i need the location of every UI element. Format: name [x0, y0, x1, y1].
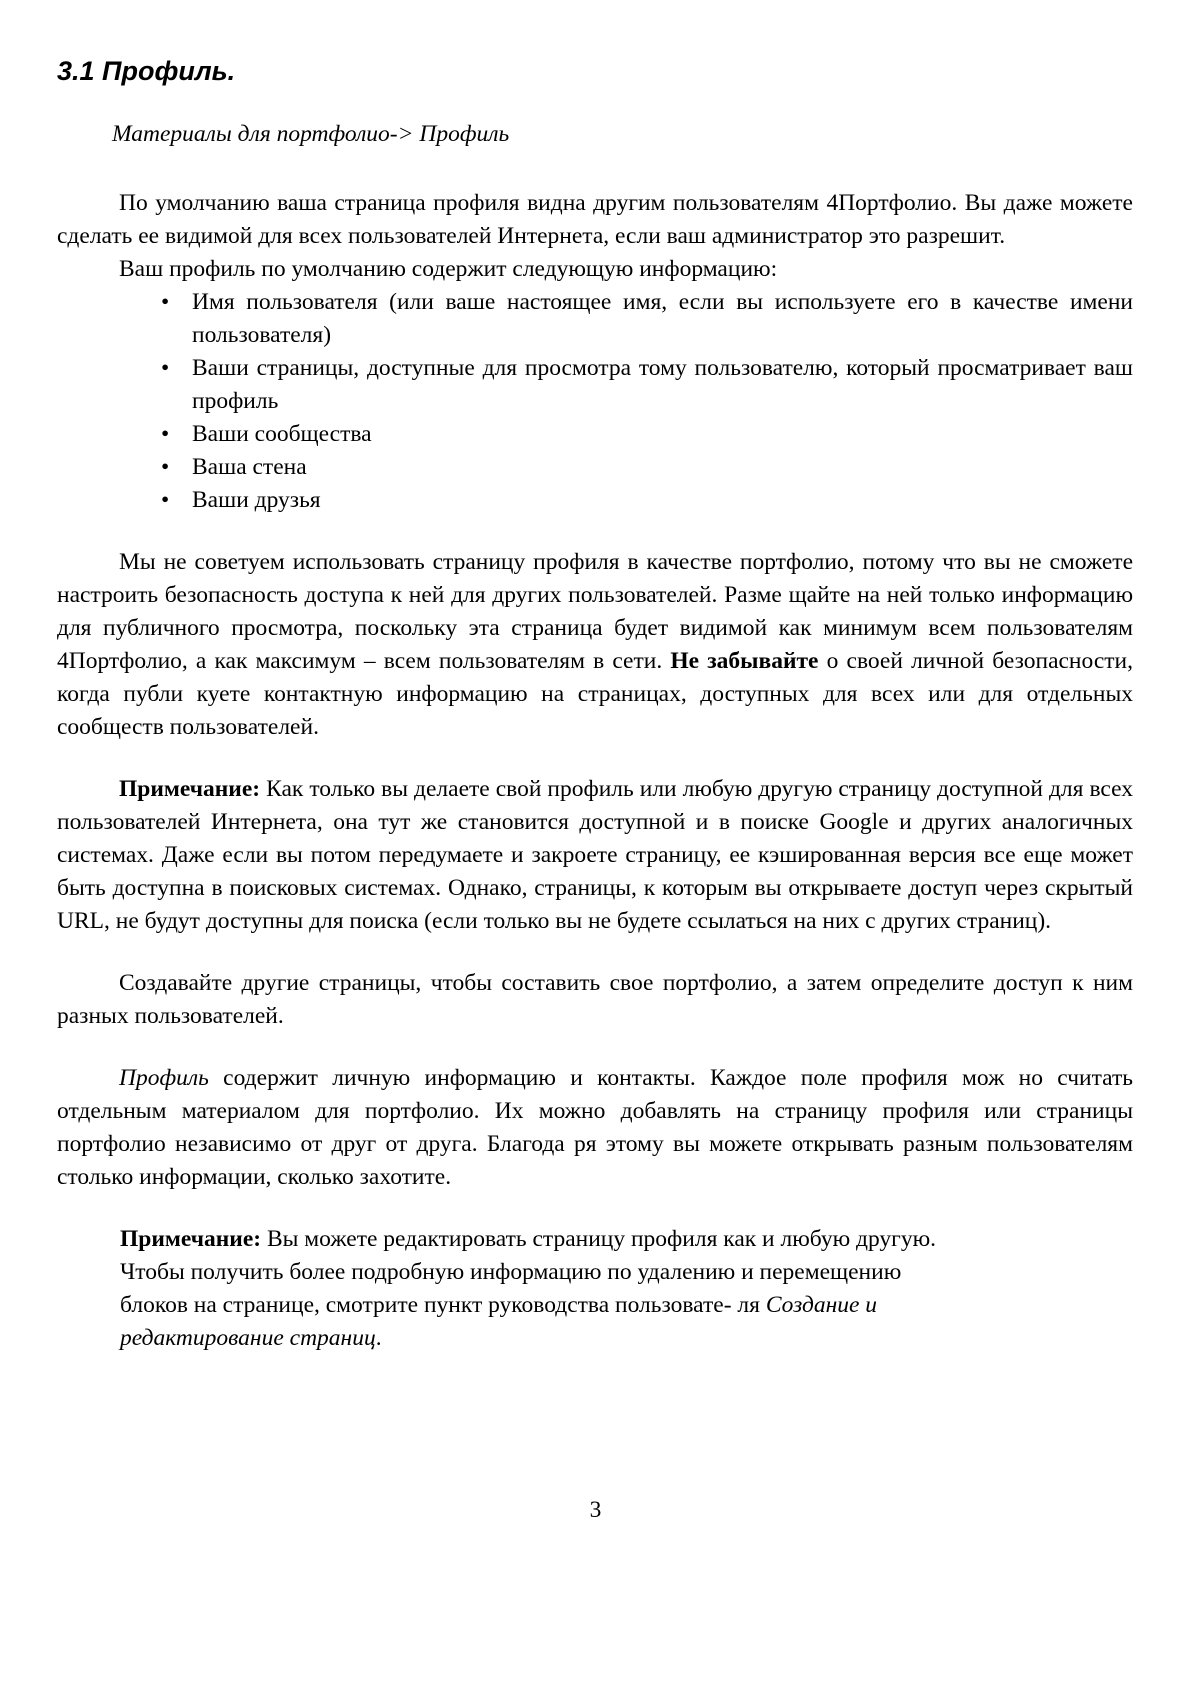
- paragraph-list-intro: Ваш профиль по умолчанию содержит следующую информацию:: [119, 256, 778, 282]
- list-item: • Ваши друзья: [185, 484, 1133, 517]
- advice-text-post: о своей личной безопасности, когда публи куете контактную информацию на страницах, доступных для всех или для отдельных сообществ пользователей.: [57, 648, 1133, 740]
- list-item: • Ваша стена: [185, 451, 1133, 484]
- paragraph-advice: [57, 546, 1133, 744]
- paragraph-create-pages: Создавайте другие страницы, чтобы составить свое портфолио, а затем определите доступ к ним разных пользователей.: [57, 970, 1133, 1029]
- advice-text-bold: Не забывайте: [670, 648, 819, 674]
- list-item: • Имя пользователя (или ваше настоящее имя, если вы используете его в качестве имени пользователя): [185, 286, 1133, 352]
- page-number: 3: [589, 1497, 602, 1523]
- note-text: Вы можете редактировать страницу профиля как и любую другую. Чтобы получить более подробную информацию по удалению и перемещению блоков на странице, смотрите пункт руководства пользовате- ля: [120, 1226, 936, 1318]
- paragraph-intro: По умолчанию ваша страница профиля видна другим пользователям 4Портфолио. Вы даже можете сделать ее видимой для всех пользователей Интернета, если ваш администратор это разрешит.: [57, 190, 1133, 249]
- profile-text: содержит личную информацию и контакты. Каждое поле профиля мож но считать отдельным материалом для портфолио. Их можно добавлять на страницу профиля или страницы портфолио независимо от друг от друга. Благода ря этому вы можете открывать разным пользователям столько информации, сколько захотите.: [57, 1065, 1133, 1190]
- paragraph-note-search: [57, 773, 1133, 938]
- manual-section-reference: Создание и редактирование страниц: [120, 1292, 878, 1351]
- profile-info-list: [57, 286, 1133, 517]
- note-text-end: .: [375, 1325, 382, 1351]
- advice-text-pre: Мы не советуем использовать страницу профиля в качестве портфолио, потому что вы не сможете настроить безопасность доступа к ней для других пользователей. Разме щайте на ней только информацию для публичного просмотра, поскольку эта страница будет видимой как минимум всем пользователям 4Портфолио, а как максимум – всем пользователям в сети.: [57, 549, 1133, 674]
- paragraph-profile-contents: [57, 1062, 1133, 1194]
- note-label: Примечание:: [120, 1226, 262, 1252]
- profile-term: Профиль: [119, 1065, 209, 1091]
- paragraph-note-edit: [120, 1223, 965, 1355]
- note-text: Как только вы делаете свой профиль или любую другую страницу доступной для всех пользователей Интернета, она тут же становится доступной и в поиске Google и других аналогичных системах. Даже если вы потом передумаете и закроете страницу, ее кэшированная версия все еще может быть доступна в поисковых системах. Однако, страницы, к которым вы открываете доступ через скрытый URL, не будут доступны для поиска (если только вы не будете ссылаться на них с других страниц).: [57, 776, 1133, 934]
- section-heading: 3.1 Профиль.: [57, 56, 236, 86]
- breadcrumb-path: Материалы для портфолио-> Профиль: [112, 121, 510, 147]
- list-item: • Ваши страницы, доступные для просмотра тому пользователю, который просматривает ваш профиль: [185, 352, 1133, 418]
- note-label: Примечание:: [119, 776, 261, 802]
- list-item: • Ваши сообщества: [185, 418, 1133, 451]
